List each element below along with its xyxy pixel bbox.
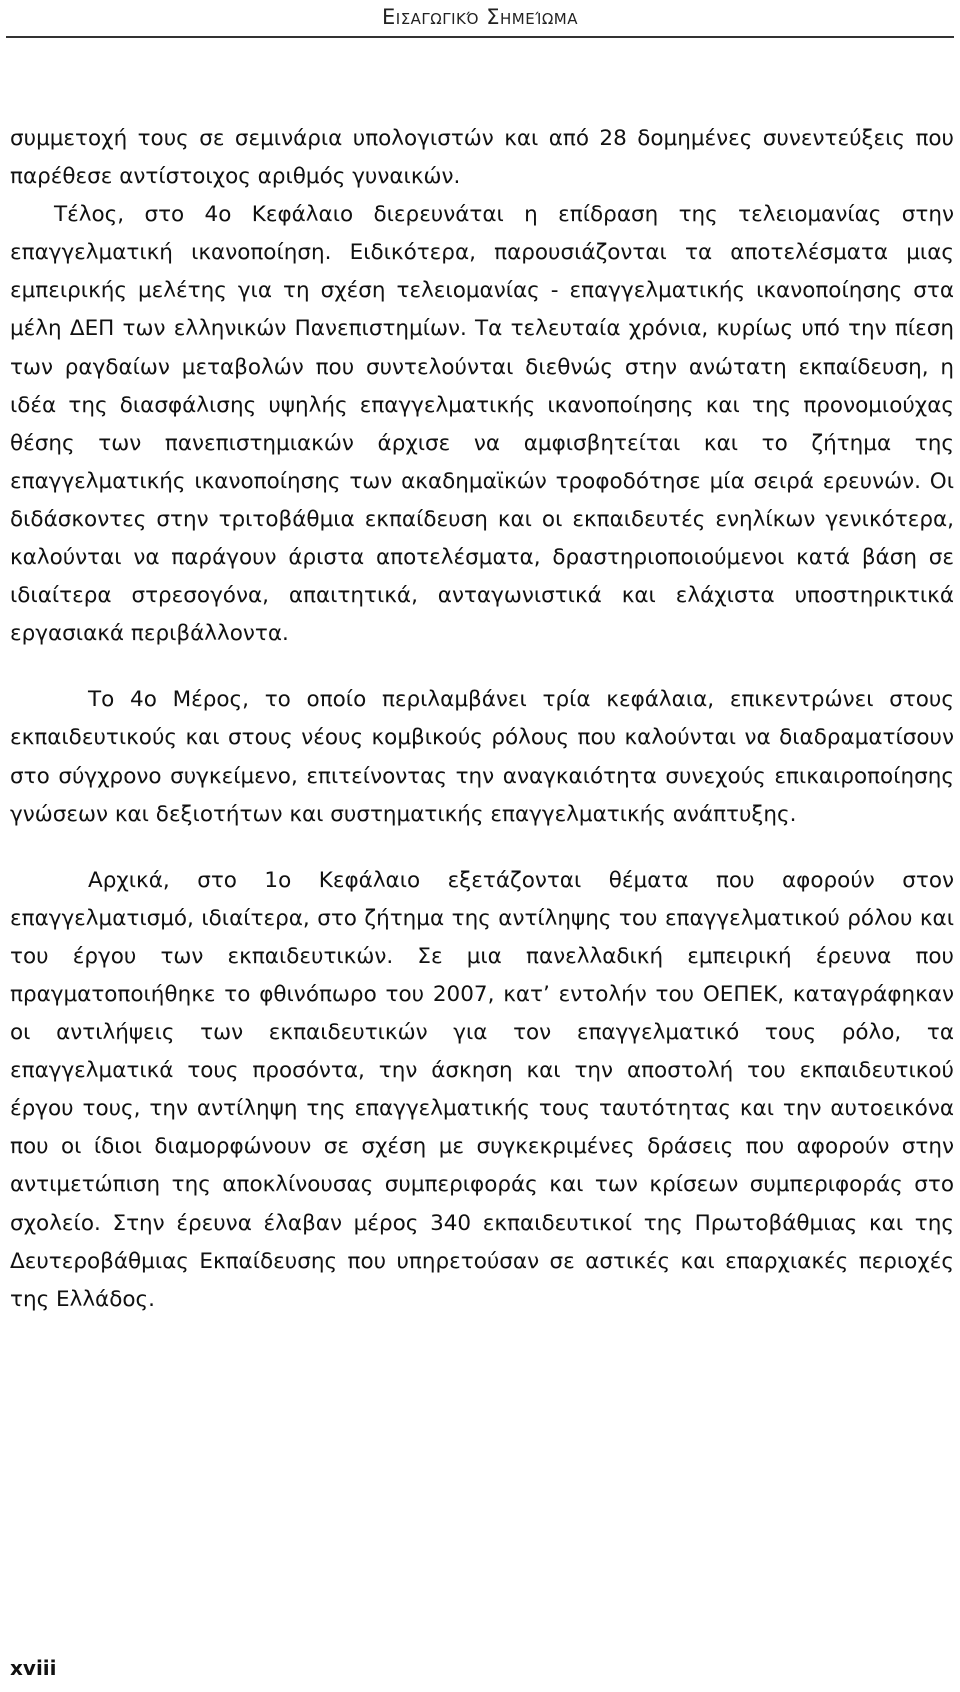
- paragraph-chapter-4: Τέλος, στο 4ο Κεφάλαιο διερευνάται η επίδραση της τελειομανίας στην επαγγελματική ικανοποίηση. Ειδικότερα, παρουσιάζονται τα αποτελέσματα μιας εμπειρικής μελέτης για τη σχέση τελειομανίας - επαγγελματικής ικανοποίησης στα μέλη ΔΕΠ των ελληνικών Πανεπιστημίων. Τα τελευταία χρόνια, κυρίως υπό την πίεση των ραγδαίων μεταβολών που συντελούνται διεθνώς στην ανώτατη εκπαίδευση, η ιδέα της διασφάλισης υψηλής επαγγελματικής ικανοποίησης και της προνομιούχας θέσης των πανεπιστημιακών άρχισε να αμφισβητείται και το ζήτημα της επαγγελματικής ικανοποίησης των ακαδημαϊκών τροφοδότησε μία σειρά ερευνών. Οι διδάσκοντες στην τριτοβάθμια εκπαίδευση και οι εκπαιδευτές ενηλίκων γενικότερα, καλούνται να παράγουν άριστα αποτελέσματα, δραστηριοποιούμενοι κατά βάση σε ιδιαίτερα στρεσογόνα, απαιτητικά, ανταγωνιστικά και ελάχιστα υποστηρικτικά εργασιακά περιβάλλοντα.: [10, 202, 954, 647]
- body-text: [10, 120, 954, 1319]
- paragraph-chapter-1: Αρχικά, στο 1ο Κεφάλαιο εξετάζονται θέματα που αφορούν στον επαγγελματισμό, ιδιαίτερα, στο ζήτημα της αντίληψης του επαγγελματικού ρόλου και του έργου των εκπαιδευτικών. Σε μια πανελλαδική εμπειρική έρευνα που πραγματοποιήθηκε το φθινόπωρο του 2007, κατ’ εντολήν του ΟΕΠΕΚ, καταγράφηκαν οι αντιλήψεις των εκπαιδευτικών για τον επαγγελματικό τους ρόλο, τα επαγγελματικά τους προσόντα, την άσκηση και την αποστολή του εκπαιδευτικού έργου τους, την αντίληψη της επαγγελματικής τους ταυτότητας και την αυτοεικόνα που οι ίδιοι διαμορφώνουν σε σχέση με συγκεκριμένες δράσεις που αφορούν στην αντιμετώπιση της αποκλίνουσας συμπεριφοράς και των κρίσεων συμπεριφοράς στο σχολείο. Στην έρευνα έλαβαν μέρος 340 εκπαιδευτικοί της Πρωτοβάθμιας και της Δευτεροβάθμιας Εκπαίδευσης που υπηρετούσαν σε αστικές και επαρχιακές περιοχές της Ελλάδος.: [10, 867, 954, 1312]
- paragraph-part-4: Το 4ο Μέρος, το οποίο περιλαμβάνει τρία κεφάλαια, επικεντρώνει στους εκπαιδευτικούς και στους νέους κομβικούς ρόλους που καλούνται να διαδραματίσουν στο σύγχρονο συγκείμενο, επιτείνοντας την αναγκαιότητα συνεχούς επικαιροποίησης γνώσεων και δεξιοτήτων και συστηματικής επαγγελματικής ανάπτυξης.: [10, 687, 954, 827]
- header-divider: [6, 36, 954, 38]
- paragraph-continuation: συμμετοχή τους σε σεμινάρια υπολογιστών και από 28 δομημένες συνεντεύξεις που παρέθεσε αντίστοιχος αριθμός γυναικών.: [10, 126, 954, 190]
- running-header: Εισαγωγικό Σημείωμα: [382, 5, 578, 29]
- page-number: xviii: [10, 1656, 57, 1680]
